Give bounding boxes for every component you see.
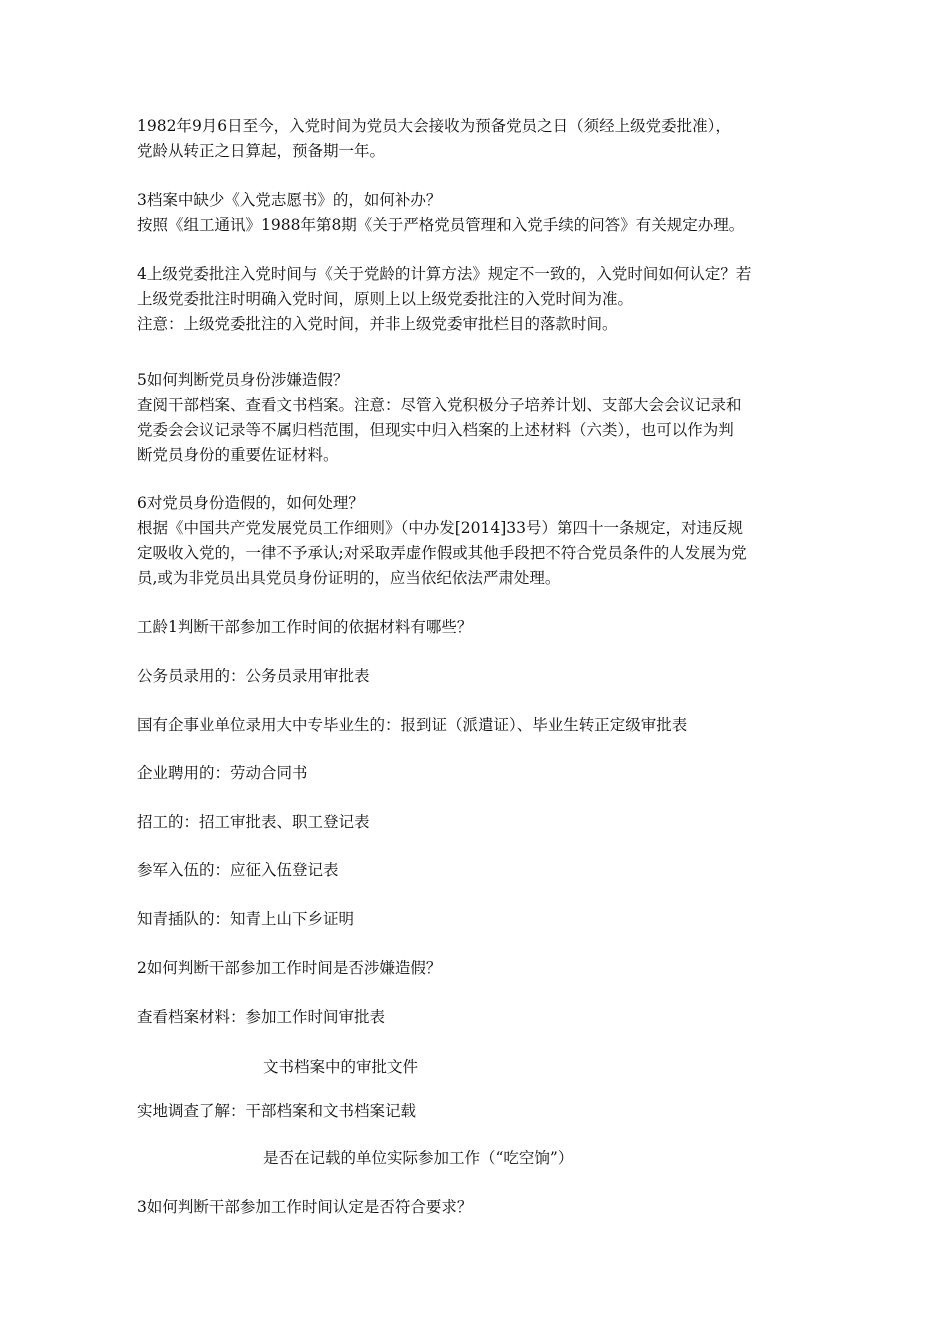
text-line: 上级党委批注时明确入党时间，原则上以上级党委批注的入党时间为准。	[137, 290, 634, 308]
question-heading: 2如何判断干部参加工作时间是否涉嫌造假？	[137, 959, 442, 977]
text-line: 查看档案材料：参加工作时间审批表	[137, 1008, 386, 1026]
text-line: 定吸收入党的，一律不予承认;对采取弄虚作假或其他手段把不符合党员条件的人发展为党	[137, 544, 747, 562]
text-line: 企业聘用的：劳动合同书	[137, 764, 308, 782]
text-line: 按照《组工通讯》1988年第8期《关于严格党员管理和入党手续的问答》有关规定办理。	[137, 216, 745, 234]
text-line: 参军入伍的：应征入伍登记表	[137, 861, 339, 879]
text-line: 招工的：招工审批表、职工登记表	[137, 813, 370, 831]
question-heading: 3档案中缺少《入党志愿书》的，如何补办？	[137, 191, 442, 209]
text-line-indented: 是否在记载的单位实际参加工作（“吃空饷”）	[263, 1149, 574, 1167]
text-line: 公务员录用的：公务员录用审批表	[137, 667, 370, 685]
question-heading: 4上级党委批注入党时间与《关于党龄的计算方法》规定不一致的，入党时间如何认定？若	[137, 265, 752, 283]
text-line: 断党员身份的重要佐证材料。	[137, 446, 339, 464]
text-line: 实地调查了解：干部档案和文书档案记载	[137, 1102, 417, 1120]
text-line: 党龄从转正之日算起，预备期一年。	[137, 142, 386, 160]
text-line-indented: 文书档案中的审批文件	[263, 1058, 419, 1076]
text-line: 国有企事业单位录用大中专毕业生的：报到证（派遣证）、毕业生转正定级审批表	[137, 716, 688, 734]
text-line: 根据《中国共产党发展党员工作细则》（中办发[2014]33号）第四十一条规定，对违反规	[137, 519, 744, 537]
text-line: 员,或为非党员出具党员身份证明的，应当依纪依法严肃处理。	[137, 569, 561, 587]
text-line: 注意：上级党委批注的入党时间，并非上级党委审批栏目的落款时间。	[137, 315, 618, 333]
text-line: 知青插队的：知青上山下乡证明	[137, 910, 355, 928]
question-heading: 5如何判断党员身份涉嫌造假？	[137, 371, 349, 389]
text-line: 查阅干部档案、查看文书档案。注意：尽管入党积极分子培养计划、支部大会会议记录和	[137, 396, 742, 414]
question-heading: 6对党员身份造假的，如何处理？	[137, 494, 364, 512]
question-heading: 3如何判断干部参加工作时间认定是否符合要求？	[137, 1198, 473, 1216]
question-heading: 工龄1判断干部参加工作时间的依据材料有哪些？	[137, 618, 473, 636]
text-line: 党委会会议记录等不属归档范围，但现实中归入档案的上述材料（六类），也可以作为判	[137, 421, 734, 439]
text-line: 1982年9月6日至今，入党时间为党员大会接收为预备党员之日（须经上级党委批准），	[137, 117, 731, 135]
